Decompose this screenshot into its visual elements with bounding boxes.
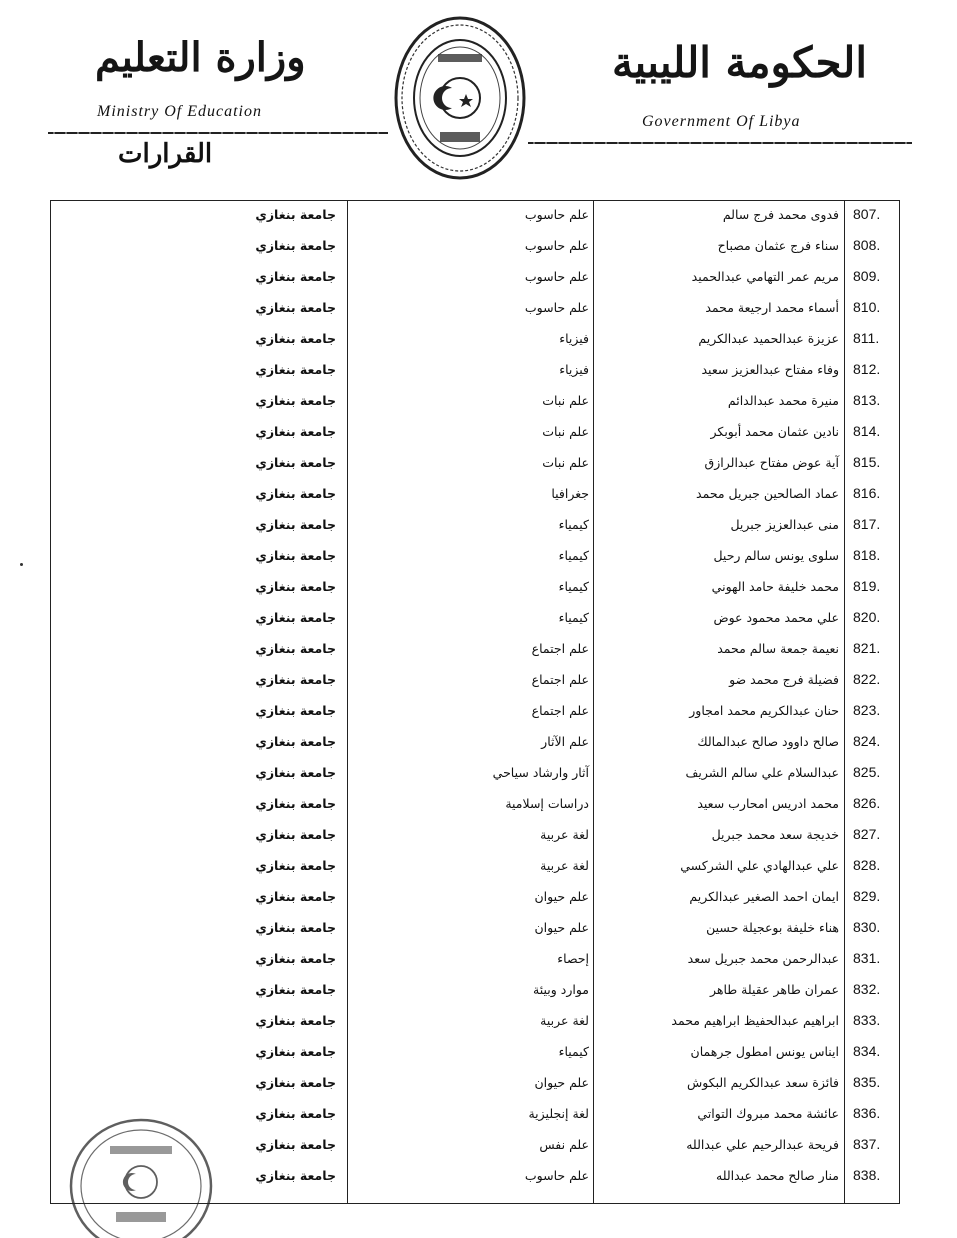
university: جامعة بنغازي [255,548,336,563]
table-row [51,852,899,883]
table-row [51,542,899,573]
person-name: منى عبدالعزيز جبريل [730,517,839,532]
person-name: علي محمد محمود عوض [713,610,839,625]
university: جامعة بنغازي [255,269,336,284]
person-name: عبدالرحمن محمد جبريل سعد [687,951,839,966]
person-name: وفاء مفتاح عبدالعزيز سعيد [701,362,839,377]
department: علم حاسوب [524,269,589,284]
department: علم حيوان [534,1075,589,1090]
university: جامعة بنغازي [255,455,336,470]
person-name: علي عبدالهادي علي الشركسي [680,858,839,873]
department: دراسات إسلامية [505,796,589,811]
department: علم اجتماع [531,641,589,656]
university: جامعة بنغازي [255,734,336,749]
department: علم حيوان [534,889,589,904]
table-row [51,511,899,542]
department: كيمياء [558,1044,589,1059]
row-number: 831. [853,950,881,966]
university: جامعة بنغازي [255,920,336,935]
department: علم حيوان [534,920,589,935]
university: جامعة بنغازي [255,765,336,780]
row-number: 820. [853,609,881,625]
person-name: عبدالسلام علي سالم الشريف [685,765,839,780]
person-name: فضيلة فرج محمد ضو [729,672,839,687]
table-row [51,418,899,449]
department: علم نفس [539,1137,589,1152]
table-row [51,1100,899,1131]
person-name: عزيزة عبدالحميد عبدالكريم [698,331,839,346]
university: جامعة بنغازي [255,331,336,346]
department: لغة إنجليزية [528,1106,589,1121]
row-number: 830. [853,919,881,935]
table-row [51,263,899,294]
government-seal-icon [392,14,528,182]
university: جامعة بنغازي [255,610,336,625]
table-row [51,232,899,263]
department: علم حاسوب [524,1168,589,1183]
university: جامعة بنغازي [255,1168,336,1183]
department: علم حاسوب [524,300,589,315]
university: جامعة بنغازي [255,672,336,687]
ministry-title-arabic: وزارة التعليم [95,34,306,81]
university: جامعة بنغازي [255,517,336,532]
person-name: ابراهيم عبدالحفيظ ابراهيم محمد [671,1013,839,1028]
row-number: 825. [853,764,881,780]
department: علم حاسوب [524,238,589,253]
university: جامعة بنغازي [255,238,336,253]
row-number: 815. [853,454,881,470]
person-name: عمران طاهر عقيلة طاهر [709,982,839,997]
person-name: فدوى محمد فرج سالم [722,207,839,222]
table-row [51,449,899,480]
row-number: 812. [853,361,881,377]
university: جامعة بنغازي [255,827,336,842]
person-name: هناء خليفة بوعجيلة حسين [706,920,839,935]
row-number: 814. [853,423,881,439]
department: علم نبات [542,393,589,408]
table-row [51,1131,899,1162]
university: جامعة بنغازي [255,486,336,501]
table-row [51,883,899,914]
table-row [51,976,899,1007]
department: علم حاسوب [524,207,589,222]
university: جامعة بنغازي [255,1044,336,1059]
row-number: 818. [853,547,881,563]
table-row [51,294,899,325]
person-name: سلوى يونس سالم رحيل [713,548,839,563]
row-number: 836. [853,1105,881,1121]
person-name: منار صالح محمد عبدالله [716,1168,839,1183]
department: فيزياء [559,331,589,346]
person-name: ايمان احمد الصغير عبدالكريم [689,889,839,904]
person-name: عائشة محمد مبروك التواتي [697,1106,839,1121]
department: علم اجتماع [531,703,589,718]
department: علم نبات [542,455,589,470]
row-number: 837. [853,1136,881,1152]
person-name: عماد الصالحين جبريل محمد [696,486,839,501]
department: لغة عربية [540,858,589,873]
department: كيمياء [558,517,589,532]
row-number: 807. [853,206,881,222]
university: جامعة بنغازي [255,300,336,315]
department: إحصاء [557,951,589,966]
table-row [51,356,899,387]
university: جامعة بنغازي [255,889,336,904]
university: جامعة بنغازي [255,207,336,222]
person-name: محمد خليفة حامد الهوني [711,579,839,594]
university: جامعة بنغازي [255,796,336,811]
department: كيمياء [558,548,589,563]
department: علم نبات [542,424,589,439]
person-name: فائزة سعد عبدالكريم البكوش [686,1075,839,1090]
university: جامعة بنغازي [255,1013,336,1028]
university: جامعة بنغازي [255,641,336,656]
university: جامعة بنغازي [255,951,336,966]
university: جامعة بنغازي [255,424,336,439]
table-row [51,945,899,976]
row-number: 810. [853,299,881,315]
section-title-decisions: القرارات [118,139,213,169]
row-number: 816. [853,485,881,501]
table-row [51,604,899,635]
row-number: 829. [853,888,881,904]
table-row [51,666,899,697]
university: جامعة بنغازي [255,362,336,377]
department: علم الآثار [541,734,589,749]
table-row [51,1162,899,1193]
table-row [51,201,899,232]
row-number: 809. [853,268,881,284]
row-number: 827. [853,826,881,842]
table-row [51,697,899,728]
table-row [51,759,899,790]
table-row [51,1069,899,1100]
row-number: 813. [853,392,881,408]
table-row [51,1007,899,1038]
ministry-title-english: Ministry Of Education [97,103,262,120]
person-name: أسماء محمد ارجيعة محمد [705,300,839,315]
university: جامعة بنغازي [255,703,336,718]
department: فيزياء [559,362,589,377]
table-row [51,635,899,666]
row-number: 838. [853,1167,881,1183]
row-number: 832. [853,981,881,997]
person-name: حنان عبدالكريم محمد امجاور [689,703,839,718]
department: علم اجتماع [531,672,589,687]
table-row [51,1038,899,1069]
row-number: 808. [853,237,881,253]
university: جامعة بنغازي [255,393,336,408]
row-number: 821. [853,640,881,656]
person-name: مريم عمر التهامي عبدالحميد [691,269,839,284]
table-row [51,480,899,511]
row-number: 819. [853,578,881,594]
person-name: خديجة سعد محمد جبريل [711,827,839,842]
row-number: 833. [853,1012,881,1028]
row-number: 826. [853,795,881,811]
row-number: 835. [853,1074,881,1090]
table-row [51,914,899,945]
person-name: صالح داوود صالح عبدالمالك [697,734,839,749]
university: جامعة بنغازي [255,982,336,997]
row-number: 811. [853,330,880,346]
row-number: 828. [853,857,881,873]
government-title-english: Government Of Libya [642,113,801,130]
government-title-arabic: الحكومة الليبية [612,38,868,87]
department: كيمياء [558,579,589,594]
university: جامعة بنغازي [255,1137,336,1152]
table-row [51,387,899,418]
person-name: سناء فرج عثمان مصباح [717,238,839,253]
header-rule-left [48,132,388,134]
row-number: 823. [853,702,881,718]
table-row [51,790,899,821]
person-name: ايناس يونس امطول جرهمان [690,1044,839,1059]
person-name: نادين عثمان محمد أبوبكر [710,424,839,439]
margin-dot [20,563,23,566]
department: موارد وبيئة [533,982,589,997]
person-name: فريحة عبدالرحيم علي عبدالله [686,1137,839,1152]
department: جغرافيا [551,486,589,501]
header-rule-right [528,142,912,144]
department: لغة عربية [540,827,589,842]
table-row [51,573,899,604]
person-name: آية عوض مفتاح عبدالرازق [704,455,839,470]
university: جامعة بنغازي [255,1075,336,1090]
person-name: منيرة محمد عبدالدائم [727,393,839,408]
person-name: نعيمة جمعة سالم محمد [717,641,839,656]
table-row [51,821,899,852]
department: كيمياء [558,610,589,625]
department: آثار وارشاد سياحي [492,765,589,780]
decisions-table [50,200,900,1204]
university: جامعة بنغازي [255,1106,336,1121]
person-name: محمد ادريس امحارب سعيد [697,796,839,811]
row-number: 817. [853,516,881,532]
row-number: 822. [853,671,881,687]
table-row [51,728,899,759]
row-number: 824. [853,733,881,749]
table-row [51,325,899,356]
university: جامعة بنغازي [255,579,336,594]
row-number: 834. [853,1043,881,1059]
university: جامعة بنغازي [255,858,336,873]
department: لغة عربية [540,1013,589,1028]
table-body [51,201,899,1193]
